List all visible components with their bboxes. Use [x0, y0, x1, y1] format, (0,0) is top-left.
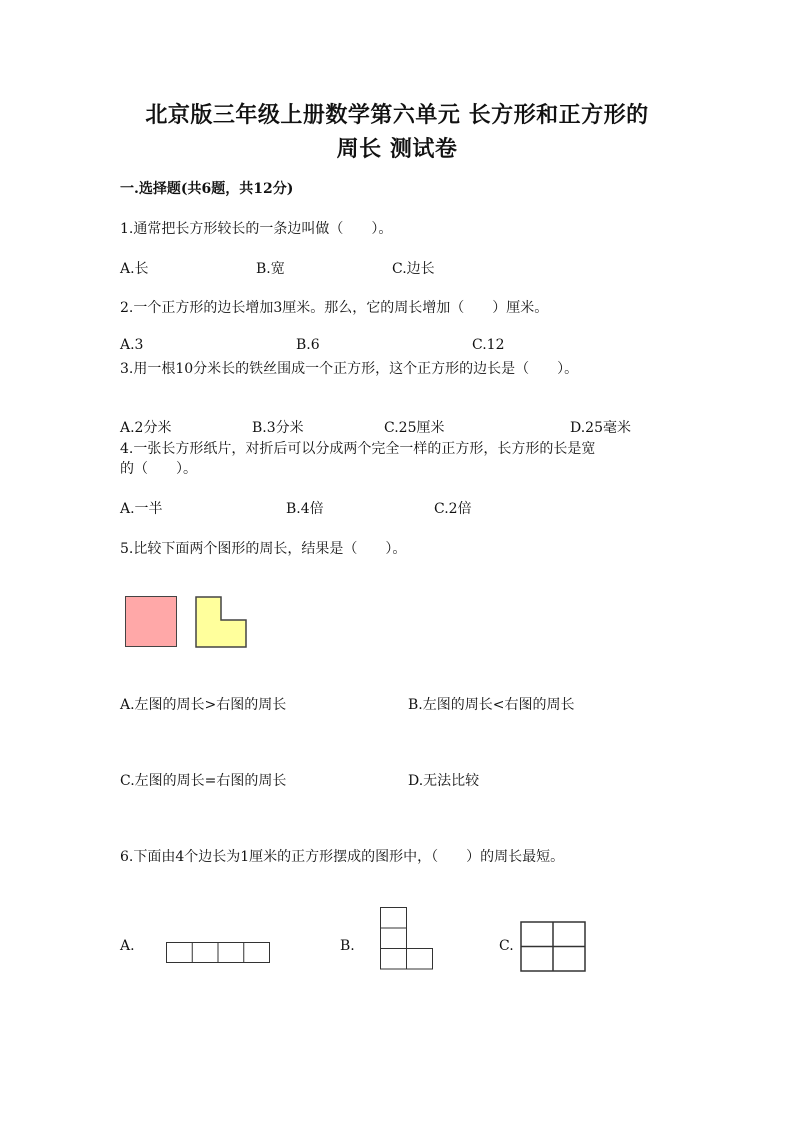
section-heading: 一.选择题(共6题，共12分): [120, 181, 294, 197]
question-5: 5.比较下面两个图形的周长，结果是（ ）。: [120, 541, 407, 557]
q2-option-b[interactable]: B.6: [296, 337, 320, 353]
q3-option-d[interactable]: D.25毫米: [570, 420, 631, 436]
question-6: 6.下面由4个边长为1厘米的正方形摆成的图形中，（ ）的周长最短。: [120, 849, 565, 865]
q2-option-c[interactable]: C.12: [472, 337, 505, 353]
question-4-line2: 的（ ）。: [120, 461, 197, 477]
q1-option-c[interactable]: C.边长: [392, 261, 435, 277]
q5-option-a[interactable]: A.左图的周长>右图的周长: [120, 697, 287, 713]
q3-option-a[interactable]: A.2分米: [120, 420, 172, 436]
question-3: 3.用一根10分米长的铁丝围成一个正方形，这个正方形的边长是（ ）。: [120, 361, 579, 377]
q2-option-a[interactable]: A.3: [120, 337, 144, 353]
question-2: 2.一个正方形的边长增加3厘米。那么，它的周长增加（ ）厘米。: [120, 300, 549, 316]
q6-figure-a-row-of-four-squares: [166, 942, 270, 963]
q4-option-a[interactable]: A.一半: [120, 501, 163, 517]
question-4-line1: 4.一张长方形纸片，对折后可以分成两个完全一样的正方形，长方形的长是宽: [120, 441, 596, 457]
q1-option-a[interactable]: A.长: [120, 261, 149, 277]
q4-option-b[interactable]: B.4倍: [286, 501, 324, 517]
q6-option-c[interactable]: C.: [499, 938, 514, 954]
page-title-line2: 周长 测试卷: [336, 136, 458, 162]
pink-square-figure: [125, 596, 177, 647]
q6-option-b[interactable]: B.: [340, 938, 355, 954]
q3-option-b[interactable]: B.3分米: [252, 420, 304, 436]
page-title-line1: 北京版三年级上册数学第六单元 长方形和正方形的: [145, 102, 649, 128]
q6-option-a[interactable]: A.: [120, 938, 135, 954]
q5-option-d[interactable]: D.无法比较: [408, 773, 480, 789]
q1-option-b[interactable]: B.宽: [256, 261, 285, 277]
q6-figure-b-l-shape: [380, 907, 434, 970]
yellow-l-shape-figure: [195, 596, 247, 648]
q6-figure-c-two-by-two-square: [520, 921, 586, 972]
q4-option-c[interactable]: C.2倍: [434, 501, 472, 517]
q5-option-c[interactable]: C.左图的周长=右图的周长: [120, 773, 287, 789]
question-1: 1.通常把长方形较长的一条边叫做（ ）。: [120, 221, 393, 237]
q5-option-b[interactable]: B.左图的周长<右图的周长: [408, 697, 575, 713]
q3-option-c[interactable]: C.25厘米: [384, 420, 445, 436]
